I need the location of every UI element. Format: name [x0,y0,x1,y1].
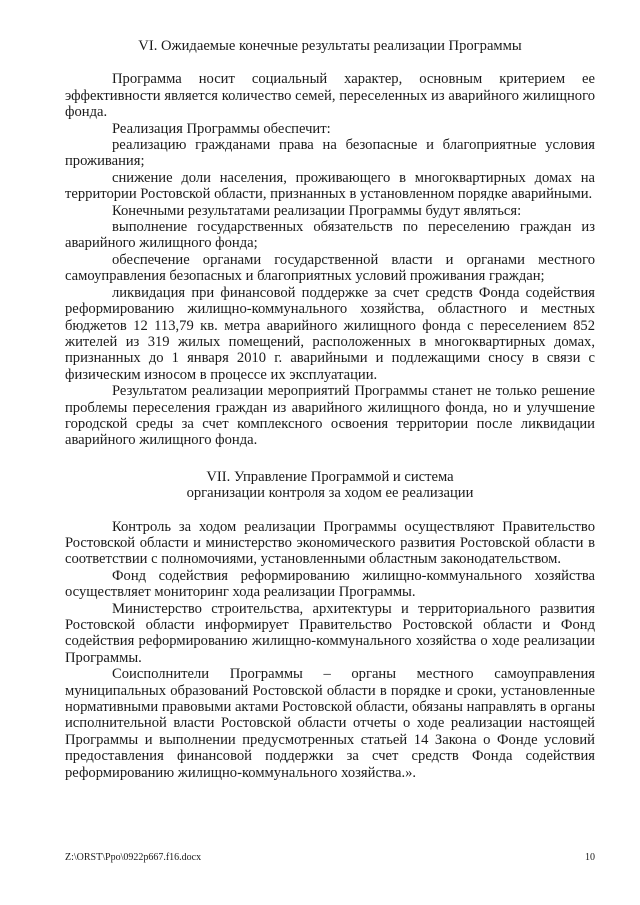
page-number: 10 [585,852,595,863]
document-page [65,38,595,781]
paragraph: Контроль за ходом реализации Программы осуществляют Правительство Ростовской области и министерство экономического развития Ростовской области в соответствии с полномочиями, установленными областным законодательством. [65,518,595,568]
section-7-body [65,519,595,782]
section-7-title-line-1: VII. Управление Программой и система [206,468,454,485]
paragraph: Результатом реализации мероприятий Программы станет не только решение проблемы переселения граждан из аварийного жилищного фонда, но и улучшение городской среды за счет комплексного освоения территории после ликвидации аварийного жилищного фонда. [65,383,595,449]
section-7-title-line-2: организации контроля за ходом ее реализации [186,485,474,502]
paragraph: обеспечение органами государственной власти и органами местного самоуправления безопасных и благоприятных условий проживания граждан; [65,251,595,285]
footer-file-path: Z:\ORST\Ppo\0922p667.f16.docx [65,852,202,863]
paragraph: снижение доли населения, проживающего в многоквартирных домах на территории Ростовской области, признанных в установленном порядке аварийными. [65,169,595,203]
section-6-title: VI. Ожидаемые конечные результаты реализации Программы [138,38,522,54]
paragraph: Министерство строительства, архитектуры и территориального развития Ростовской области информирует Правительство Ростовской области и Фонд содействия реформированию жилищно-коммунального хозяйства о ходе реализации Программы. [65,600,595,666]
paragraph: Программа носит социальный характер, основным критерием ее эффективности является количество семей, переселенных из аварийного жилищного фонда. [65,71,595,121]
paragraph: Соисполнители Программы – органы местного самоуправления муниципальных образований Ростовской области в порядке и сроки, установленные нормативными правовыми актами Ростовской области, обязаны направлять в органы исполнительной власти Ростовской области отчеты о ходе реализации настоящей Программы и выполнении предусмотренных статьей 14 Закона о Фонде условий предоставления финансовой поддержки за счет средств Фонда содействия реформированию жилищно-коммунального хозяйства.». [65,666,595,781]
paragraph: ликвидация при финансовой поддержке за счет средств Фонда содействия реформированию жилищно-коммунального хозяйства, областного и местных бюджетов 12 113,79 кв. метра аварийного жилищного фонда с переселением 852 жителей из 319 жилых помещений, расположенных в многоквартирных домах, признанных до 1 января 2010 г. аварийными и подлежащими сносу в связи с физическим износом в процессе их эксплуатации. [65,284,595,383]
paragraph: реализацию гражданами права на безопасные и благоприятные условия проживания; [65,137,595,170]
paragraph: Конечными результатами реализации Программы будут являться: [112,202,522,219]
paragraph: Фонд содействия реформированию жилищно-коммунального хозяйства осуществляет мониторинг хода реализации Программы. [65,567,595,601]
section-6-body [65,71,595,448]
section-7-title [65,469,595,502]
paragraph: Реализация Программы обеспечит: [112,120,331,137]
paragraph: выполнение государственных обязательств по переселению граждан из аварийного жилищного фонда; [65,219,595,252]
